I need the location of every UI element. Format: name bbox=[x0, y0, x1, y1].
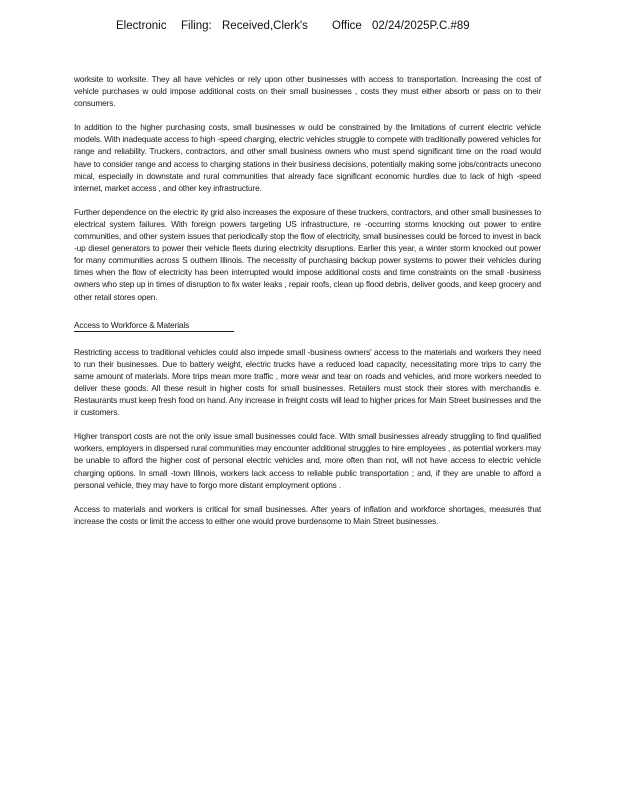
body-paragraph: worksite to worksite. They all have vehicles or rely upon other businesses with access to transportation. Increasing the cost of vehicle purchases w ould impose additional costs on their small businesses , costs they must either absorb or pass on to their consumers. bbox=[74, 74, 541, 109]
body-paragraph: Restricting access to traditional vehicles could also impede small -business owners' access to the materials and workers they need to run their businesses. Due to battery weight, electric trucks have a reduced load capacity, necessitating more trips to carry the same amount of materials. More trips mean more traffic , more wear and tear on roads and vehicles, and more workers needed to deliver these goods. All these result in higher costs for small businesses. Retailers must stock their stores with merchandis e. Restaurants must keep fresh food on hand. Any increase in freight costs will lead to higher prices for Main Street businesses and the ir customers. bbox=[74, 346, 541, 418]
body-paragraph: Higher transport costs are not the only issue small businesses could face. With small businesses already struggling to find qualified workers, employers in dispersed rural communities may encounter additional struggles to hire employees , as potential workers may be unable to afford the higher cost of personal electric vehicles and, more often than not, will not have access to electric vehicle charging options. In small -town Illinois, workers lack access to reliable public transportation ; and, if they are unable to afford a personal vehicle, they may have to forgo more distant employment options . bbox=[74, 431, 541, 490]
body-paragraph: In addition to the higher purchasing costs, small businesses w ould be constrained by the limitations of current electric vehicle models. With inadequate access to high -speed charging, electric vehicles struggle to compete with traditionally powered vehicles for range and reliability. Truckers, contractors, and other small business owners who must spend significant time on the road would have to consider range and access to charging stations in their business decisions, potentially making some jobs/contracts unecono mical, especially in downstate and rural communities that already face significant economic hurdles due to lack of high -speed internet, market access , and other key infrastructure. bbox=[74, 122, 541, 193]
filing-header-received: Received,Clerk's bbox=[222, 20, 308, 32]
filing-header-date-number: 02/24/2025P.C.#89 bbox=[372, 20, 470, 32]
filing-header-office: Office bbox=[332, 20, 362, 32]
filing-header-label: Filing: bbox=[181, 20, 212, 32]
section-heading: Access to Workforce & Materials bbox=[74, 319, 234, 332]
body-paragraph: Access to materials and workers is critical for small businesses. After years of inflation and workforce shortages, measures that increase the costs or limit the access to either one would prove burdensome to Main Street businesses. bbox=[74, 503, 541, 526]
body-paragraph: Further dependence on the electric ity grid also increases the exposure of these truckers, contractors, and other small businesses to electrical system failures. With foreign powers targeting US infrastructure, re -occurring storms knocking out power to entire communities, and other system issues that periodically stop the flow of electricity, small businesses could be forced to invest in back -up diesel generators to power their vehicle fleets during electricity disruptions. Earlier this year, a winter storm knocked out power for many communities across S outhern Illinois. The necessity of purchasing backup power systems to power their vehicles during times when the flow of electricity has been interrupted would impose additional costs and time constraints on the small -business owners who step up in times of disruption to fix water leaks , repair roofs, clean up flood debris, deliver goods, and keep grocery and other retail stores open. bbox=[74, 206, 541, 302]
filing-header bbox=[0, 20, 618, 36]
document-body bbox=[74, 73, 541, 527]
filing-header-label: Electronic bbox=[116, 20, 167, 32]
